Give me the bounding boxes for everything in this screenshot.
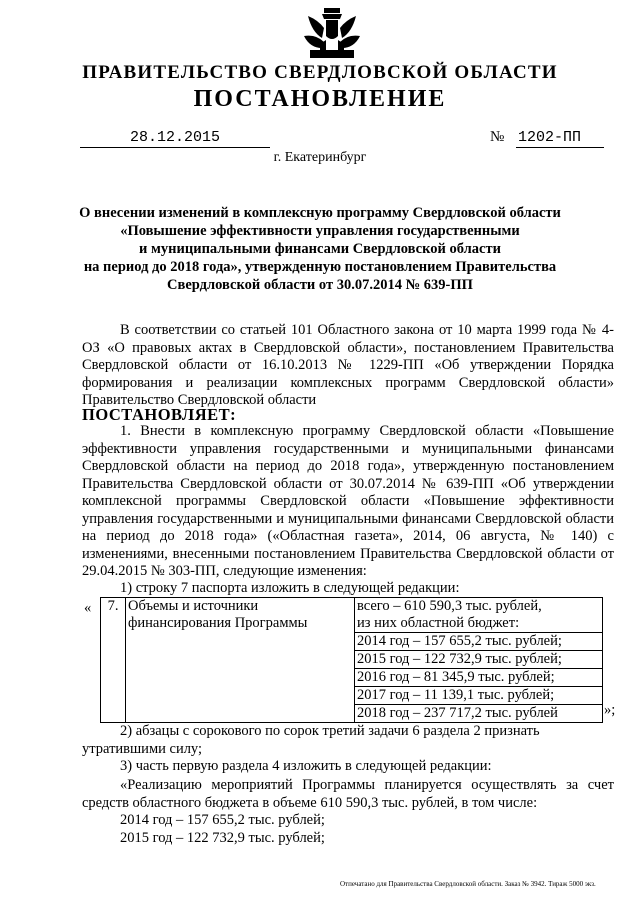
row-values [355,598,603,723]
value-line: 2014 год – 157 655,2 тыс. рублей; [355,632,602,650]
passport-table [100,597,603,723]
value-line: 2018 год – 237 717,2 тыс. рублей [355,704,602,722]
value-line: всего – 610 590,3 тыс. рублей, [357,598,542,614]
row-name-line: финансирования Программы [128,615,308,631]
row-name-line: Объемы и источники [128,598,259,614]
table-close-quote: »; [604,702,616,718]
value-line: 2016 год – 81 345,9 тыс. рублей; [355,668,602,686]
decree-date: 28.12.2015 [130,129,221,146]
value-line: 2015 год – 122 732,9 тыс. рублей; [355,650,602,668]
year-line: 2014 год – 157 655,2 тыс. рублей; [120,812,325,828]
title-line: О внесении изменений в комплексную программу Свердловской области [79,205,561,221]
table-open-quote: « [84,600,92,616]
print-footer: Отпечатано для Правительства Свердловской области. Заказ № 3942. Тираж 5000 экз. [340,880,596,888]
document-title [60,204,580,294]
row-name [126,598,355,723]
decree-heading: ПОСТАНОВЛЕНИЕ [193,86,447,112]
decree-number: 1202-ПП [518,129,582,146]
value-line: 2017 год – 11 139,1 тыс. рублей; [355,686,602,704]
title-line: и муниципальными финансами Свердловской области [139,241,501,257]
subpoint-3: 3) часть первую раздела 4 изложить в следующей редакции: [120,758,492,774]
coat-of-arms-emblem [300,6,364,60]
point-1-paragraph: 1. Внести в комплексную программу Свердловской области «Повышение эффективности управления государственными и муниципальными финансами Свердловской области на период до 2018 года», утвержденную постановлением Правительства Свердловской области от 30.07.2014 № 639-ПП «Об утверждении комплексной программы Свердловской области «Повышение эффективности управления государственными и муниципальными финансами Свердловской области на период до 2018 года» («Областная газета», 2014, 06 августа, № 140) с изменениями, внесенными постановлением Правительства Свердловской области от 29.04.2015 № 303-ПП, следующие изменения: [82,423,614,579]
quote-paragraph: «Реализацию мероприятий Программы планируется осуществлять за счет средств областного бюджета в объеме 610 590,3 тыс. рублей, в том числе: [82,777,614,811]
title-line: Свердловской области от 30.07.2014 № 639-ПП [167,277,473,293]
row-number: 7. [101,598,126,723]
number-underline [516,147,604,148]
date-underline [80,147,270,148]
subpoint-2: 2) абзацы с сорокового по сорок третий задачи 6 раздела 2 признать утратившими силу; [82,723,540,757]
subpoint-1: 1) строку 7 паспорта изложить в следующей редакции: [120,580,460,596]
number-label: № [490,129,505,145]
preamble-paragraph: В соответствии со статьей 101 Областного закона от 10 марта 1999 года № 4-ОЗ «О правовых актах в Свердловской области», постановлением Правительства Свердловской области от 16.10.2013 № 1229-ПП «Об утверждении Порядка формирования и реализации комплексных программ Свердловской области» Правительство Свердловской области [82,322,614,408]
city: г. Екатеринбург [273,150,367,165]
government-heading: ПРАВИТЕЛЬСТВО СВЕРДЛОВСКОЙ ОБЛАСТИ [82,62,558,83]
title-line: «Повышение эффективности управления государственными [120,223,520,239]
resolves-heading: ПОСТАНОВЛЯЕТ: [82,405,237,424]
title-line: на период до 2018 года», утвержденную постановлением Правительства [83,259,557,275]
table-row [101,598,603,723]
year-line: 2015 год – 122 732,9 тыс. рублей; [120,830,325,846]
value-line: из них областной бюджет: [357,615,520,631]
